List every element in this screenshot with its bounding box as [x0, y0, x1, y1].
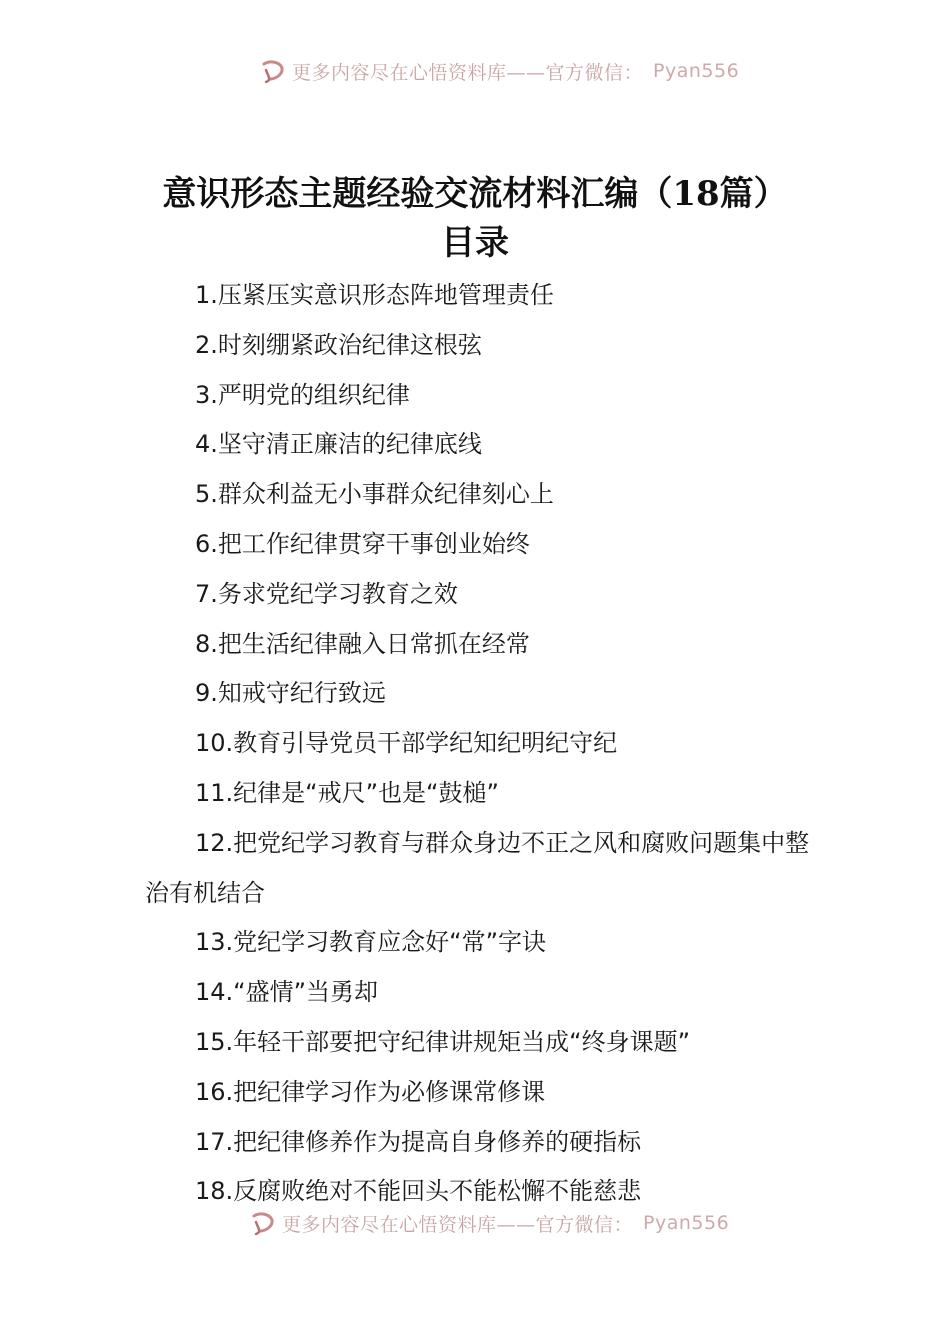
toc-item-2: 2.时刻绷紧政治纪律这根弦: [195, 330, 482, 359]
toc-item-18: 18.反腐败绝对不能回头不能松懈不能慈悲: [195, 1177, 642, 1206]
watermark-text: 更多内容尽在心悟资料库——官方微信：: [292, 61, 644, 84]
toc-item-7: 7.务求党纪学习教育之效: [195, 579, 458, 608]
toc-item-6: 6.把工作纪律贯穿干事创业始终: [195, 529, 530, 558]
logo-icon: [260, 58, 286, 84]
watermark-text: 更多内容尽在心悟资料库——官方微信：: [282, 1213, 634, 1236]
table-of-contents: [145, 271, 815, 1217]
toc-item-16: 16.把纪律学习作为必修课常修课: [195, 1077, 546, 1106]
document-subtitle: 目录: [441, 223, 509, 263]
watermark-id: Pyan556: [653, 60, 740, 82]
watermark-id: Pyan556: [643, 1212, 730, 1234]
toc-item-1: 1.压紧压实意识形态阵地管理责任: [195, 281, 554, 309]
toc-item-17: 17.把纪律修养作为提高自身修养的硬指标: [195, 1127, 642, 1156]
watermark-bottom: [250, 1210, 729, 1236]
toc-item-5: 5.群众利益无小事群众纪律刻心上: [195, 480, 554, 509]
toc-item-4: 4.坚守清正廉洁的纪律底线: [195, 430, 482, 459]
toc-item-8: 8.把生活纪律融入日常抓在经常: [195, 629, 530, 658]
toc-item-15: 15.年轻干部要把守纪律讲规矩当成“终身课题”: [195, 1027, 691, 1056]
document-title: 意识形态主题经验交流材料汇编（18篇）: [162, 174, 788, 214]
toc-item-10: 10.教育引导党员干部学纪知纪明纪守纪: [195, 729, 618, 758]
toc-item-9: 9.知戒守纪行致远: [195, 679, 386, 708]
toc-item-3: 3.严明党的组织纪律: [195, 380, 410, 409]
logo-icon: [250, 1210, 276, 1236]
watermark-top: [260, 58, 739, 84]
toc-item-13: 13.党纪学习教育应念好“常”字诀: [195, 928, 547, 957]
toc-item-11: 11.纪律是“戒尺”也是“鼓槌”: [195, 778, 499, 807]
toc-item-14: 14.“盛情”当勇却: [195, 978, 379, 1007]
toc-item-12: 12.把党纪学习教育与群众身边不正之风和腐败问题集中整治有机结合: [145, 828, 810, 907]
